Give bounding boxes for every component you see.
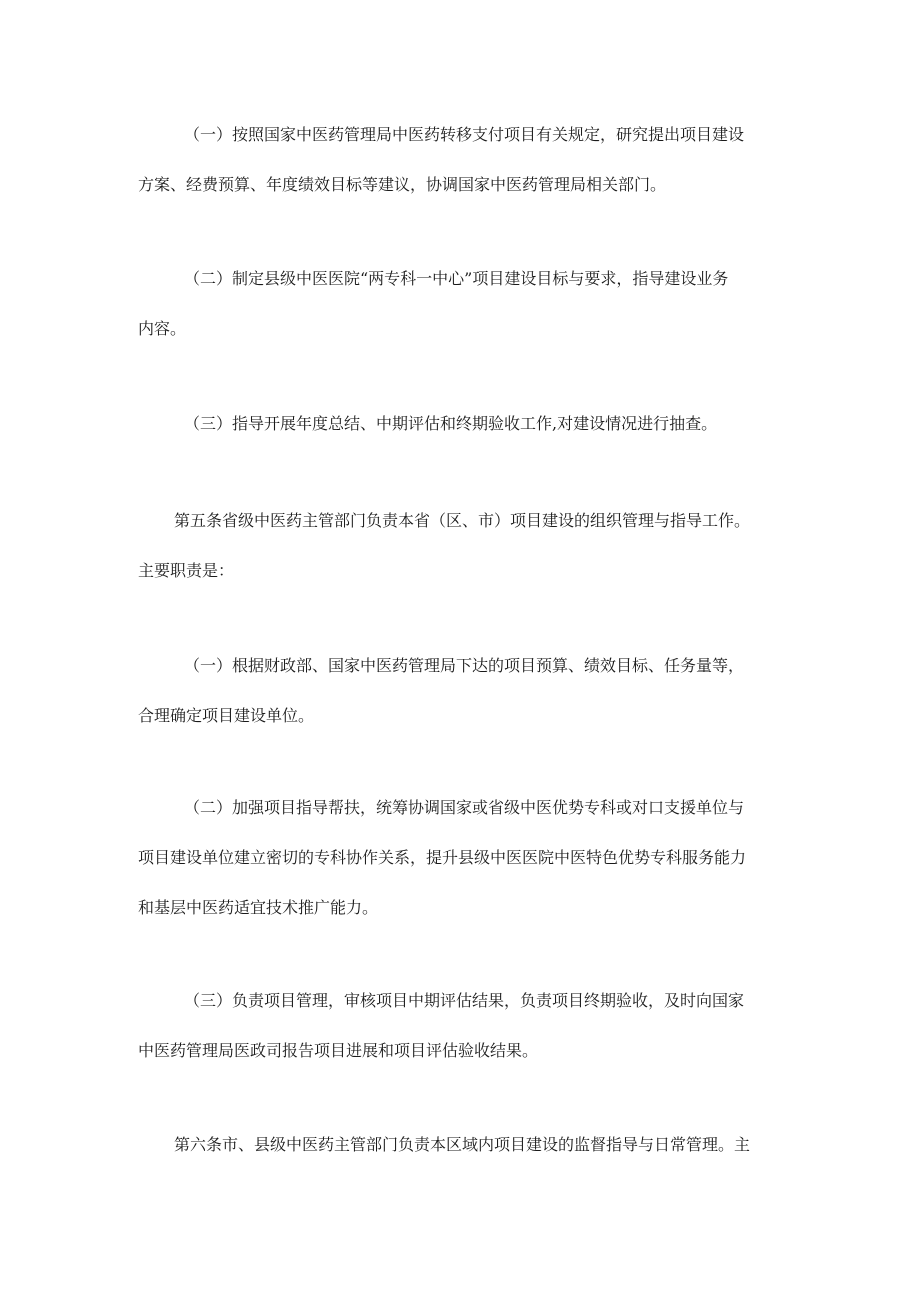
- paragraph-line: 方案、经费预算、年度绩效目标等建议，协调国家中医药管理局相关部门。: [138, 175, 667, 194]
- paragraph-5: [138, 641, 798, 741]
- paragraph-3: [138, 399, 798, 449]
- paragraph-line: （一）根据财政部、国家中医药管理局下达的项目预算、绩效目标、任务量等，: [184, 656, 745, 675]
- paragraph-8: [138, 1120, 798, 1170]
- paragraph-7: [138, 976, 798, 1076]
- paragraph-line: （二）加强项目指导帮扶，统筹协调国家或省级中医优势专科或对口支援单位与: [184, 798, 745, 817]
- paragraph-line: 主要职责是：: [138, 561, 235, 580]
- paragraph-6: [138, 783, 798, 933]
- paragraph-line: 和基层中医药适宜技术推广能力。: [138, 898, 379, 917]
- paragraph-line: （一）按照国家中医药管理局中医药转移支付项目有关规定，研究提出项目建设: [184, 125, 745, 144]
- paragraph-line: 合理确定项目建设单位。: [138, 706, 315, 725]
- paragraph-line: （二）制定县级中医医院“两专科一中心”项目建设目标与要求，指导建设业务: [184, 269, 729, 288]
- paragraph-line: （三）负责项目管理，审核项目中期评估结果，负责项目终期验收，及时向国家: [184, 991, 745, 1010]
- paragraph-4: [138, 496, 798, 596]
- paragraph-line: 第五条省级中医药主管部门负责本省（区、市）项目建设的组织管理与指导工作。: [174, 511, 751, 530]
- paragraph-line: 项目建设单位建立密切的专科协作关系，提升县级中医医院中医特色优势专科服务能力: [138, 848, 747, 867]
- paragraph-line: （三）指导开展年度总结、中期评估和终期验收工作,对建设情况进行抽查。: [184, 414, 718, 433]
- paragraph-2: [138, 254, 798, 354]
- paragraph-line: 中医药管理局医政司报告项目进展和项目评估验收结果。: [138, 1041, 539, 1060]
- paragraph-line: 内容。: [138, 319, 187, 338]
- paragraph-1: [138, 110, 798, 210]
- paragraph-line: 第六条市、县级中医药主管部门负责本区域内项目建设的监督指导与日常管理。主: [174, 1135, 751, 1154]
